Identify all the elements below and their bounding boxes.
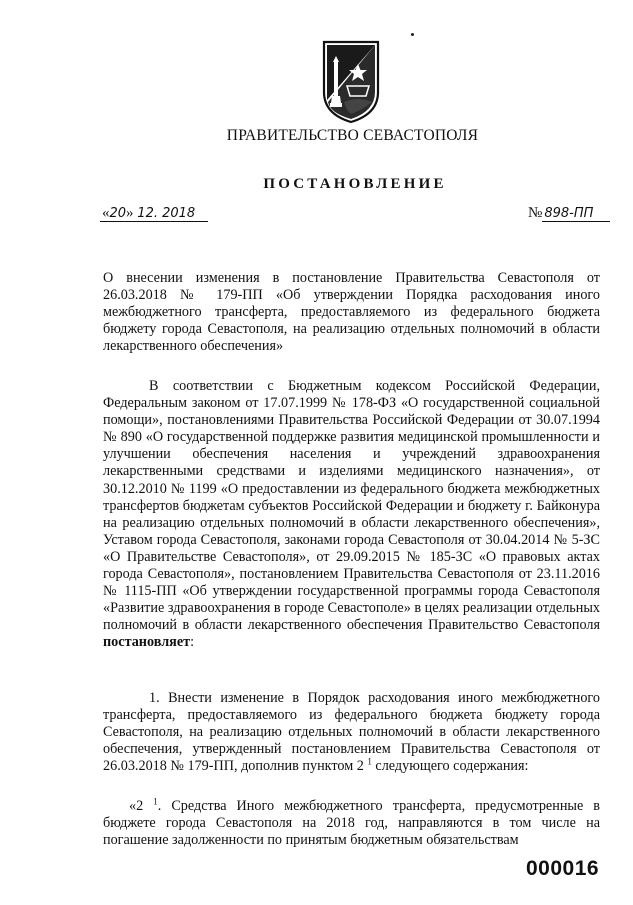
government-title: ПРАВИТЕЛЬСТВО СЕВАСТОПОЛЯ	[226, 127, 479, 144]
sevastopol-coat-of-arms-icon	[322, 40, 380, 124]
quote-open: «2	[129, 798, 144, 814]
document-subject: О внесении изменения в постановление Правительства Севастополя от 26.03.2018 № 179-ПП «Об утверждении Порядка расходования иного межбюджетного трансферта, предоставляемого из федерального бюджета бюджету города Севастополя, на реализацию отдельных полномочий в области лекарственного обеспечения»	[103, 270, 600, 355]
preamble-tail: :	[190, 634, 195, 651]
date-month-year: 12. 2018	[137, 206, 196, 221]
date-open-quote: «	[102, 205, 110, 221]
document-date	[100, 205, 208, 222]
document-type-title: ПОСТАНОВЛЕНИЕ	[263, 176, 447, 192]
quote-superscript: 1	[153, 796, 158, 807]
preamble-paragraph	[103, 378, 600, 652]
item-1-superscript: 1	[367, 756, 372, 767]
document-number	[528, 205, 610, 222]
number-sign: №	[528, 205, 543, 221]
date-close-quote: »	[126, 205, 134, 221]
item-1-paragraph	[103, 690, 600, 775]
page-serial-number: 000016	[526, 857, 600, 880]
quote-text: . Средства Иного межбюджетного трансферта, предусмотренные в бюджете города Севастополя на 2018 год, направляются в том числе на погашение задолженности по принятым бюджетным обязательствам	[103, 798, 600, 849]
date-day: 20	[109, 206, 127, 221]
item-1-tail: следующего содержания:	[371, 758, 529, 775]
preamble-text: В соответствии с Бюджетным кодексом Российской Федерации, Федеральным законом от 17.07.1999 № 178-ФЗ «О государственной социальной помощи», постановлениями Правительства Российской Федерации от 30.07.1994 № 890 «О государственной поддержке развития медицинской промышленности и улучшении обеспечения населения и учреждений здравоохранения лекарственными средствами и изделиями медицинского назначения», от 30.12.2010 № 1199 «О предоставлении из федерального бюджета межбюджетных трансфертов бюджетам субъектов Российской Федерации и бюджету г. Байконура на реализацию отдельных полномочий в области лекарственного обеспечения», Уставом города Севастополя, законами города Севастополя от 30.04.2014 № 5-ЗС «О Правительстве Севастополя», от 29.09.2015 № 185-ЗС «О правовых актах города Севастополя», постановлением Правительства Севастополя от 23.11.2016 № 1115-ПП «Об утверждении государственной программы города Севастополя «Развитие здравоохранения в городе Севастополе» в целях реализации отдельных полномочий в области лекарственного обеспечения Правительство Севастополя	[103, 378, 600, 634]
number-value: 898-ПП	[544, 206, 594, 221]
quoted-clause-paragraph	[103, 798, 600, 849]
preamble-emphasis: постановляет	[103, 634, 191, 651]
speck-mark	[411, 33, 414, 36]
item-1-text: 1. Внести изменение в Порядок расходования иного межбюджетного трансферта, предоставляемого из федерального бюджета бюджету города Севастополя, на реализацию отдельных полномочий в области лекарственного обеспечения, утвержденный постановлением Правительства Севастополя от 26.03.2018 № 179-ПП, дополнив пунктом 2	[103, 690, 600, 775]
